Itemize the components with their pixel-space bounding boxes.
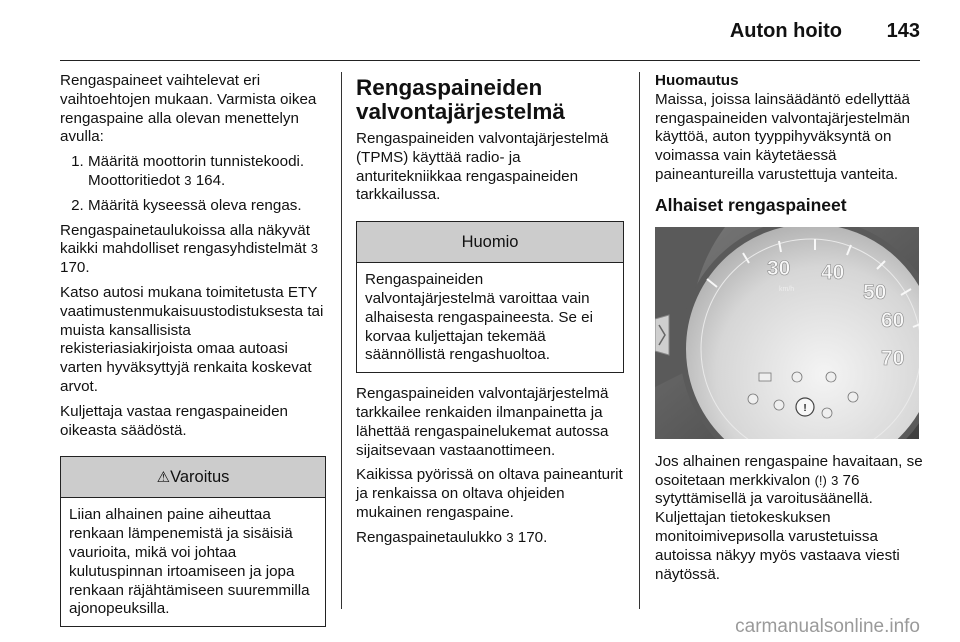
seatbelt-icon (848, 392, 858, 402)
speed-label-70: 70 (881, 346, 905, 370)
column-left (60, 72, 326, 639)
warning-title: Varoitus (170, 468, 230, 487)
left-indicator-shape (655, 315, 669, 355)
page-ref-number[interactable]: 164. (191, 171, 226, 189)
step-1 (88, 153, 326, 191)
speed-label-60: 60 (881, 308, 905, 332)
driver-responsibility-paragraph: Kuljettaja vastaa rengaspaineiden oikeasta säädöstä. (60, 402, 288, 439)
step-text: Määritä moottorin tunnistekoodi. Moottoritiedot (88, 153, 305, 189)
page-ref-icon[interactable]: 3 (184, 172, 192, 188)
page-title: Auton hoito (729, 20, 842, 42)
glow-plug-icon (774, 400, 784, 410)
step-2 (88, 197, 326, 216)
brake-icon (826, 372, 836, 382)
certificate-paragraph: Katso autosi mukana toimitetusta ETY vaatimustenmukaisuustodistuksesta tai muista kansallisista rekisteriasiakirjoista omaa autoasi varten hyväksyttyjä renkaita koskevat arvot. (60, 283, 324, 395)
instrument-cluster-image (655, 227, 919, 439)
caution-box (356, 221, 624, 373)
column-middle (356, 72, 624, 554)
low-pressure-paragraph: Jos alhainen rengaspaine havaitaan, se osoitetaan merkkivalon (!) 3 76 sytyttämisellä ja varoitusäänellä. Kuljettajan tietokeskuksen monitoimivериsolla varustetuissa autoissa näkyy myös vastaava viesti näytössä. (655, 452, 923, 583)
column-divider-left (341, 72, 342, 609)
tyre-table-paragraph: Rengaspainetaulukoissa alla näkyvät kaikki mahdolliset rengasyhdistelmät 3 170. (60, 221, 318, 277)
page-header (0, 0, 960, 62)
caution-text: Rengaspaineiden valvontajärjestelmä varoittaa vain alhaisesta rengaspaineesta. Se ei korvaa kuljettajan tekemää säännöllistä rengashuoltoa. (365, 271, 593, 364)
airbag-icon (822, 408, 832, 418)
note-block (655, 72, 923, 185)
speed-label-40: 40 (821, 260, 845, 284)
tyre-pressure-warning-icon: (!) (814, 472, 827, 488)
step-text: Määritä kyseessä oleva rengas. (88, 196, 302, 214)
column-divider-right (639, 72, 640, 609)
page-ref-number[interactable]: 170. (60, 259, 90, 277)
steps-list (60, 153, 326, 215)
warning-header (61, 457, 325, 498)
page-ref-number[interactable]: 170. (513, 528, 548, 546)
tpms-intro-paragraph: Rengaspaineiden valvontajärjestelmä (TPMS) käyttää radio- ja anturitekniikkaa rengaspaineiden tarkkailussa. (356, 130, 609, 204)
warning-triangle-icon: ⚠ (156, 469, 171, 487)
intro-paragraph: Rengaspaineet vaihtelevat eri vaihtoehtojen mukaan. Varmista oikea rengaspaine alla olevan menettelyn avulla: (60, 72, 317, 146)
sensor-paragraph: Kaikissa pyörissä on oltava paineanturit ja renkaissa on oltava ohjeiden mukainen rengaspaine. (356, 466, 623, 521)
section-heading-tpms: Rengaspaineiden valvontajärjestelmä (356, 75, 565, 124)
watermark: carmanualsonline.info (735, 616, 920, 637)
speed-label-50: 50 (863, 280, 887, 304)
warning-box (60, 456, 326, 627)
caution-title: Huomio (357, 222, 623, 263)
tpms-monitor-paragraph: Rengaspaineiden valvontajärjestelmä tarkkailee renkaiden ilmanpainetta ja lähettää rengaspainelukemat autossa sijaitsevaan vastaanottimeen. (356, 385, 609, 459)
battery-icon (759, 373, 771, 381)
section-heading-low-pressure: Alhaiset rengaspaineet (655, 194, 847, 215)
speed-unit-label: km/h (779, 285, 795, 293)
page-ref-icon[interactable]: 3 (831, 472, 839, 488)
warning-text: Liian alhainen paine aiheuttaa renkaan lämpenemistä ja sisäisiä vaurioita, mikä voi johtaa kulutuspinnan irtoamiseen ja jopa renkaan räjähtämiseen suuremmilla ajonopeuksilla. (69, 506, 310, 618)
tyre-pressure-symbol: ! (803, 402, 807, 414)
note-text: Maissa, joissa lainsäädäntö edellyttää rengaspaineiden valvontajärjestelmän käyttöä, auton tyyppihyväksyntä on voimassa vain käytetäessä paineantureilla varustettuja vanteita. (655, 90, 910, 183)
header-divider (60, 60, 920, 61)
speed-label-30: 30 (767, 256, 791, 280)
engine-icon (748, 394, 758, 404)
page-number: 143 (886, 20, 920, 42)
oil-icon (792, 372, 802, 382)
note-title: Huomautus (655, 72, 739, 89)
pressure-table-paragraph: Rengaspainetaulukko 3 170. (356, 528, 548, 546)
page-ref-icon[interactable]: 3 (506, 529, 514, 545)
page-ref-icon[interactable]: 3 (310, 241, 318, 257)
column-right (655, 72, 923, 590)
